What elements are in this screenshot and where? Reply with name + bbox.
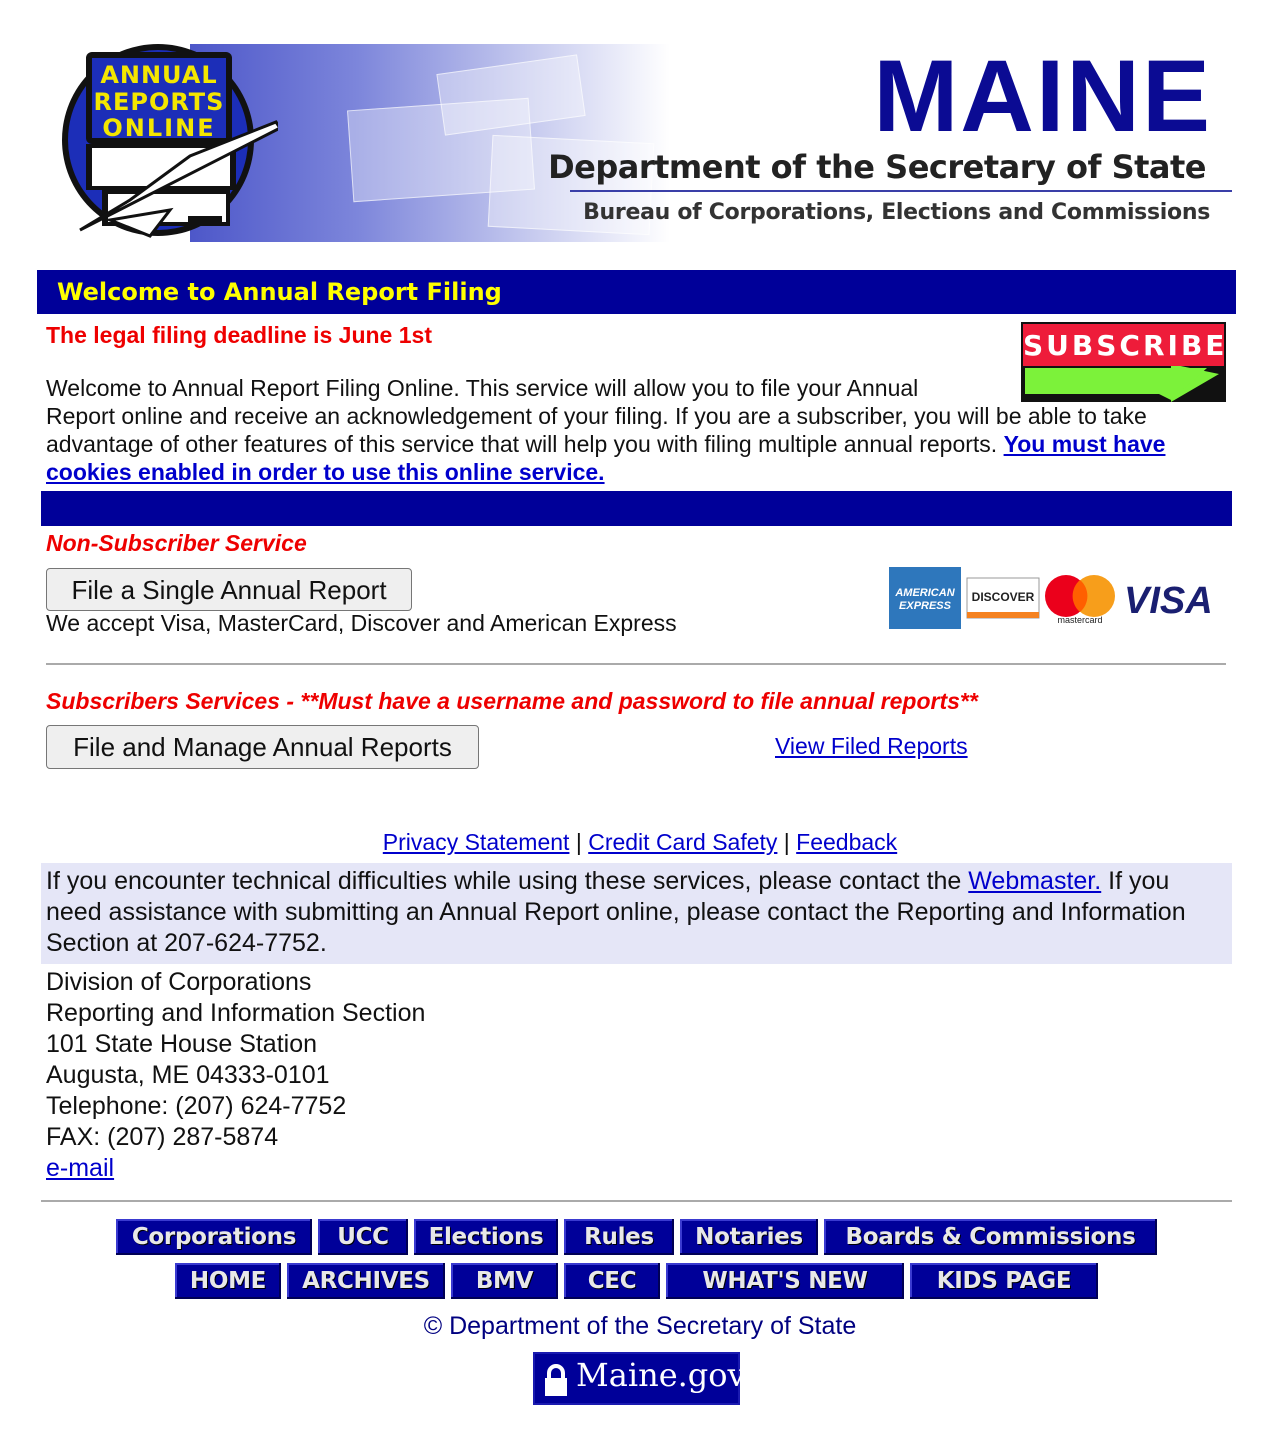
welcome-title: Welcome to Annual Report Filing	[57, 278, 502, 306]
view-filed-reports-link[interactable]: View Filed Reports	[775, 733, 968, 759]
telephone: Telephone: (207) 624-7752	[46, 1092, 347, 1120]
nav-cec[interactable]: CEC	[564, 1263, 660, 1299]
copyright: © Department of the Secretary of State	[423, 1312, 857, 1340]
fax: FAX: (207) 287-5874	[46, 1123, 279, 1151]
horizontal-rule	[46, 663, 1226, 665]
maine-gov-button[interactable]	[533, 1352, 746, 1405]
banner-divider	[570, 190, 1232, 192]
subscriber-heading: Subscribers Services - **Must have a username and password to file annual reports**	[46, 688, 978, 714]
non-subscriber-heading: Non-Subscriber Service	[46, 530, 307, 556]
nav-corporations[interactable]: Corporations	[116, 1219, 312, 1255]
nav-home[interactable]: HOME	[175, 1263, 281, 1299]
svg-text:AMERICAN: AMERICAN	[895, 587, 955, 599]
address-line: Reporting and Information Section	[46, 999, 426, 1027]
nav-archives[interactable]: ARCHIVES	[287, 1263, 445, 1299]
nav-notaries[interactable]: Notaries	[680, 1219, 818, 1255]
svg-text:mastercard: mastercard	[1057, 615, 1103, 625]
department-title: Department of the Secretary of State	[548, 148, 1206, 186]
svg-text:DISCOVER: DISCOVER	[971, 590, 1035, 604]
credit-card-safety-link[interactable]: Credit Card Safety	[588, 829, 778, 855]
nav-boards-commissions[interactable]: Boards & Commissions	[824, 1219, 1157, 1255]
contact-address	[46, 967, 425, 1184]
privacy-statement-link[interactable]: Privacy Statement	[382, 829, 570, 855]
mastercard-logo	[1045, 575, 1115, 625]
technical-help-box	[41, 863, 1232, 964]
maine-wordmark: MAINE	[873, 39, 1212, 153]
svg-text:VISA: VISA	[1124, 580, 1213, 622]
section-divider-bar	[41, 491, 1232, 526]
help-text	[46, 866, 1216, 959]
welcome-bar	[37, 270, 1236, 314]
intro-text: Report online and receive an acknowledgement of your filing. If you are a subscriber, you will be able to take advantage of other features of this service that will help you with filing multiple annual reports.	[46, 403, 1147, 457]
email-link[interactable]: e-mail	[46, 1154, 115, 1182]
help-text-intro: If you encounter technical difficulties while using these services, please contact the	[46, 867, 969, 895]
address-line: 101 State House Station	[46, 1030, 318, 1058]
nav-elections[interactable]: Elections	[414, 1219, 558, 1255]
svg-text:REPORTS: REPORTS	[93, 88, 225, 116]
svg-text:EXPRESS: EXPRESS	[899, 600, 951, 612]
nav-rules[interactable]: Rules	[564, 1219, 674, 1255]
lock-icon	[543, 1364, 569, 1398]
svg-text:ONLINE: ONLINE	[102, 114, 216, 142]
header-banner	[40, 40, 1232, 246]
feedback-link[interactable]: Feedback	[796, 829, 898, 855]
filing-deadline-notice: The legal filing deadline is June 1st	[46, 322, 432, 348]
separator: |	[777, 829, 797, 855]
intro-paragraph	[46, 374, 1186, 486]
file-single-report-button[interactable]: File a Single Annual Report	[46, 568, 412, 611]
file-manage-reports-button[interactable]: File and Manage Annual Reports	[46, 725, 479, 769]
separator: |	[569, 829, 589, 855]
help-text-assistance: If you need assistance with submitting an Annual Report online, please contact the Reporting and Information Section at 207-624-7752.	[46, 867, 1186, 957]
subscribe-label: SUBSCRIBE	[1023, 324, 1224, 368]
amex-logo	[889, 567, 961, 629]
bureau-title: Bureau of Corporations, Elections and Commissions	[583, 200, 1210, 225]
nav-kids-page[interactable]: KIDS PAGE	[910, 1263, 1098, 1299]
visa-logo	[1124, 580, 1213, 622]
discover-logo	[967, 578, 1039, 618]
maine-gov-label: Maine.gov	[576, 1356, 746, 1394]
cookies-required-link[interactable]: You must have cookies enabled in order to use this online service.	[46, 431, 1166, 485]
address-line: Division of Corporations	[46, 968, 312, 996]
nav-bmv[interactable]: BMV	[451, 1263, 558, 1299]
nav-ucc[interactable]: UCC	[318, 1219, 408, 1255]
svg-text:ANNUAL: ANNUAL	[100, 61, 218, 89]
nav-whats-new[interactable]: WHAT'S NEW	[666, 1263, 904, 1299]
horizontal-rule	[41, 1200, 1232, 1202]
accepted-cards-text: We accept Visa, MasterCard, Discover and American Express	[46, 610, 677, 636]
webmaster-link[interactable]: Webmaster.	[968, 867, 1102, 895]
annual-reports-online-logo	[40, 40, 278, 246]
credit-card-logos	[888, 566, 1228, 630]
footer-links	[0, 829, 1280, 856]
address-line: Augusta, ME 04333-0101	[46, 1061, 330, 1089]
intro-text-line1: Welcome to Annual Report Filing Online. This service will allow you to file your Annual	[46, 375, 919, 401]
